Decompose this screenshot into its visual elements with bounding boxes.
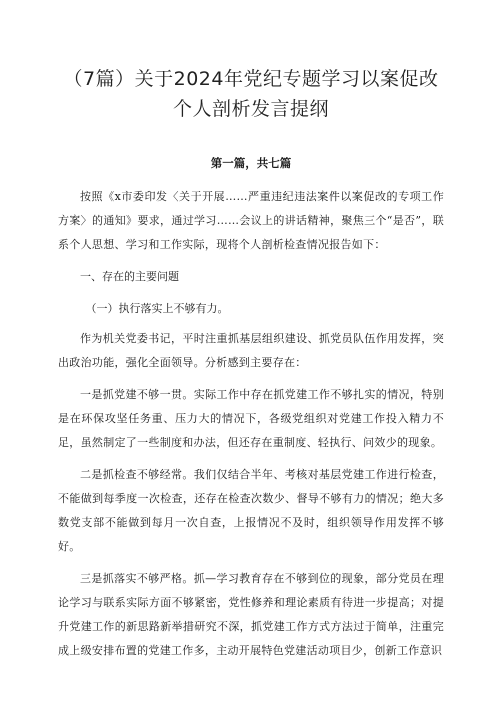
body-paragraph-1: 作为机关党委书记，平时注重抓基层组织建设、抓党员队伍作用发挥，突出政治功能，强化全面领导。分析感到主要存在： [58,332,444,369]
body-paragraph-3: 二是抓检查不够经常。我们仅结合半年、考核对基层党建工作进行检查，不能做到每季度一次检查，还存在检查次数少、督导不够有力的情况；绝大多数党支部不能做到每月一次自查，上报情况不及时，组织领导作用发挥不够好。 [58,468,444,553]
body-paragraph-2: 一是抓党建不够一贯。实际工作中存在抓党建工作不够扎实的情况，特别是在环保攻坚任务重、压力大的情况下，各级党组织对党建工作投入精力不足，虽然制定了一些制度和办法，但还存在重制度、轻执行、问效少的现象。 [58,388,444,449]
document-title: （7篇）关于2024年党纪专题学习以案促改个人剖析发言提纲 [63,68,439,120]
heading-level-1: 一、存在的主要问题 [80,270,179,283]
intro-paragraph: 按照《x市委印发〈关于开展……严重违纪违法案件以案促改的专项工作方案〉的通知》要求，通过学习……会议上的讲话精神，聚焦三个“是否”，联系个人思想、学习和工作实际，现将个人剖析检查情况报告如下： [58,190,444,251]
heading-level-2: （一）执行落实上不够有力。 [85,302,229,315]
section-heading: 第一篇，共七篇 [210,156,292,170]
body-paragraph-4: 三是抓落实不够严格。抓—学习教育存在不够到位的现象，部分党员在理论学习与联系实际方面不够紧密，党性修养和理论素质有待进一步提高；对提升党建工作的新思路新举措研究不深，抓党建工作方式方法过于简单，注重完成上级安排布置的党建工作多，主动开展特色党建活动项目少，创新工作意识 [58,572,444,657]
